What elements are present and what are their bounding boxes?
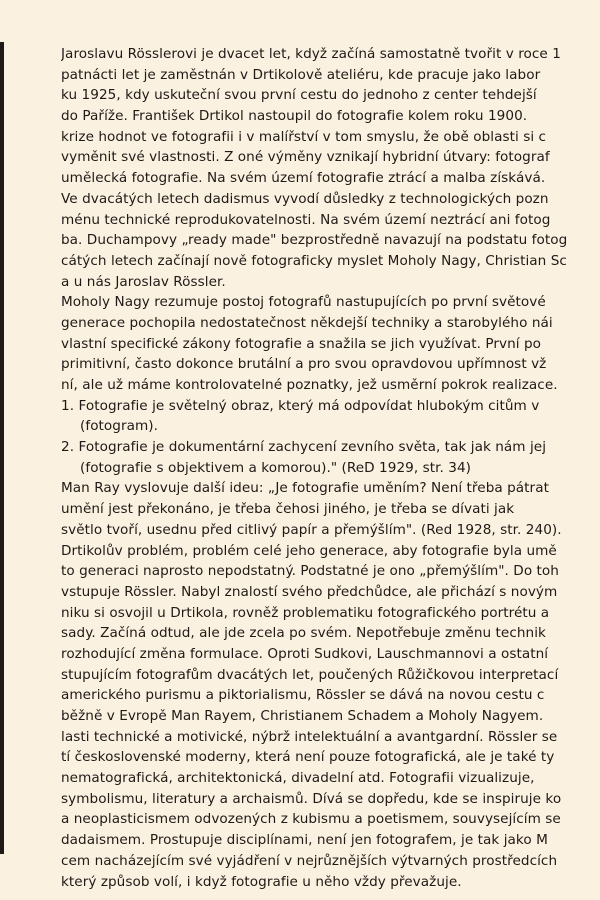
text-line: symbolismu, literatury a archaismů. Dívá se dopředu, kde se inspiruje ko [61,790,562,807]
text-line: amerického purismu a piktorialismu, Rössler se dává na novou cestu c [61,687,545,704]
text-line: který způsob volí, i když fotografie u něho vždy převažuje. [61,873,462,890]
text-line: dadaismem. Prostupuje disciplínami, není jen fotografem, je tak jako M [61,832,548,849]
text-line: a u nás Jaroslav Rössler. [61,273,226,290]
text-line: ba. Duchampovy „ready made" bezprostředně navazují na podstatu fotog [61,232,568,249]
text-line: generace pochopila nedostatečnost někdejší techniky a starobylého nái [61,314,553,331]
text-line: niku si osvojil u Drtikola, rovněž problematiku fotografického portrétu a [61,604,550,621]
text-line: krize hodnot ve fotografii i v malířství v tom smyslu, že obě oblasti si c [61,128,547,145]
text-line: do Paříže. František Drtikol nastoupil do fotografie kolem roku 1900. [61,108,528,125]
text-line: 1. Fotografie je světelný obraz, který má odpovídat hlubokým citům v [61,397,540,414]
text-line: stupujícím fotografům dvacátých let, poučených Růžičkovou interpretací [61,666,559,683]
text-line: Jaroslavu Rösslerovi je dvacet let, když začíná samostatně tvořit v roce 1 [61,46,561,62]
text-line: vyměnit své vlastnosti. Z oné výměny vznikají hybridní útvary: fotograf [61,149,550,166]
text-line: tí československé moderny, která není pouze fotografická, ale je také ty [61,749,555,766]
text-line: Drtikolův problém, problém celé jeho generace, aby fotografie byla umě [61,542,557,559]
text-line: umělecká fotografie. Na svém území fotografie ztrácí a malba získává. [61,170,546,187]
text-line: vstupuje Rössler. Nabyl znalostí svého předchůdce, ale přichází s novým [61,583,558,600]
text-line: 2. Fotografie je dokumentární zachycení zevního světa, tak jak nám jej [61,439,547,456]
text-line: rozhodující změna formulace. Oproti Sudkovi, Lauschmannovi a ostatní [61,645,549,662]
text-line: ní, ale už máme kontrolovatelné poznatky, jež usměrní pokrok realizace. [61,377,558,393]
text-line: běžně v Evropě Man Rayem, Christianem Schadem a Moholy Nagyem. [61,708,544,724]
text-line: světlo tvoří, usednu před citlivý papír a přemýšlím". (Red 1928, str. 240). [61,521,562,538]
text-line: patnácti let je zaměstnán v Drtikolově ateliéru, kde pracuje jako labor [61,66,541,83]
text-line: to generaci naprosto nepodstatný. Podstatné je ono „přemýšlím". Do toh [61,563,559,580]
text-line: umění jest překonáno, je třeba čehosi jiného, je třeba se dívati jak [61,501,515,518]
text-line: (fotografie s objektivem a komorou)." (ReD 1929, str. 34) [80,459,471,476]
text-line: sady. Začíná odtud, ale jde zcela po svém. Nepotřebuje změnu technik [61,625,546,642]
text-line: lasti technické a motivické, nýbrž intelektuální a avantgardní. Rössler se [61,728,558,745]
text-line: Man Ray vyslovuje další ideu: „Je fotografie uměním? Není třeba pátrat [61,480,549,497]
text-line: cátých letech začínají nově fotograficky myslet Moholy Nagy, Christian Sc [61,252,567,269]
text-line: Ve dvacátých letech dadismus vyvodí důsledky z technologických pozn [61,190,549,207]
text-line: a neoplasticismem odvozených z kubismu a poetismem, souvysejícím se [61,811,561,828]
page-edge-line [0,42,4,854]
text-line: Moholy Nagy rezumuje postoj fotografů nastupujících po první světové [61,294,546,311]
text-line: vlastní specifické zákony fotografie a snažila se jich využívat. První po [61,335,542,352]
text-line: nematografická, architektonická, divadelní atd. Fotografii vizualizuje, [61,770,535,787]
text-line: (fotogram). [80,418,159,435]
text-line: ku 1925, kdy uskuteční svou první cestu do jednoho z center tehdejší [61,87,537,104]
document-text [61,44,600,892]
text-line: cem nacházejícím své vyjádření v nejrůznějších výtvarných prostředcích [61,852,558,869]
text-line: ménu technické reprodukovatelnosti. Na svém území neztrácí ani fotog [61,211,551,228]
text-line: primitivní, často dokonce brutální a pro svou opravdovou upřímnost vž [61,356,547,373]
